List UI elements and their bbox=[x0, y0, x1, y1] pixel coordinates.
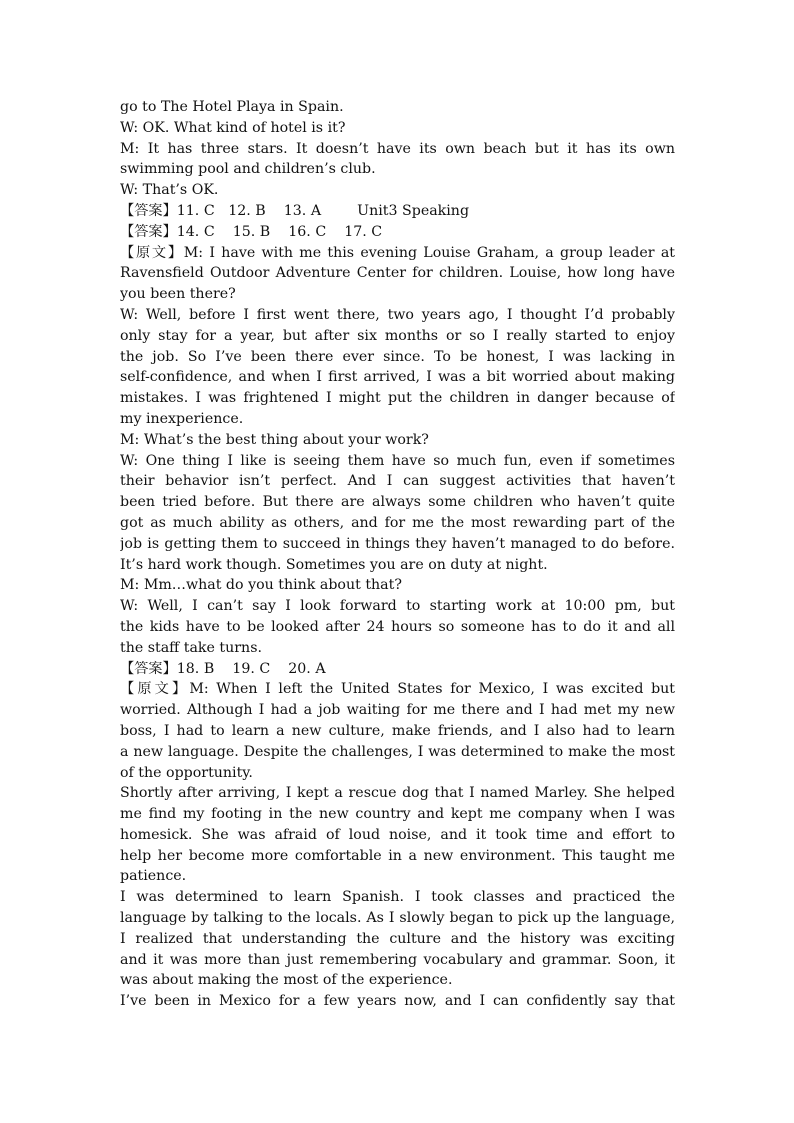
text-line: worried. Although I had a job waiting for me there and I had met my new bbox=[120, 702, 675, 719]
text-line: only stay for a year, but after six months or so I really started to enjoy bbox=[120, 327, 675, 344]
text-line: homesick. She was afraid of loud noise, and it took time and effort to bbox=[120, 826, 675, 843]
document-body bbox=[120, 97, 675, 1012]
text-line: my inexperience. bbox=[120, 410, 244, 427]
text-line: the kids have to be looked after 24 hours so someone has to do it and all bbox=[120, 618, 675, 635]
text-line: I’ve been in Mexico for a few years now, and I can confidently say that bbox=[120, 993, 675, 1010]
text-line: was about making the most of the experience. bbox=[120, 972, 453, 989]
text-line: M: Mm…what do you think about that? bbox=[120, 577, 402, 594]
text-line: been tried before. But there are always some children who haven’t quite bbox=[120, 494, 675, 511]
text-line: their behavior isn’t perfect. And I can suggest activities that haven’t bbox=[120, 473, 675, 490]
text-line: 【答案】11. C 12. B 13. A Unit3 Speaking bbox=[120, 202, 470, 219]
text-line: W: Well, before I first went there, two years ago, I thought I’d probably bbox=[120, 306, 675, 323]
text-line: the job. So I’ve been there ever since. To be honest, I was lacking in bbox=[120, 348, 675, 365]
text-line: help her become more comfortable in a new environment. This taught me bbox=[120, 847, 675, 864]
text-line: me find my footing in the new country and kept me company when I was bbox=[120, 806, 675, 823]
text-line: job is getting them to succeed in things they haven’t managed to do before. bbox=[120, 535, 675, 552]
text-line: swimming pool and children’s club. bbox=[120, 161, 376, 178]
text-line: go to The Hotel Playa in Spain. bbox=[120, 99, 344, 115]
text-line: It’s hard work though. Sometimes you are on duty at night. bbox=[120, 556, 548, 573]
text-line: got as much ability as others, and for me the most rewarding part of the bbox=[120, 514, 675, 531]
text-line: 【原文】M: I have with me this evening Louise Graham, a group leader at bbox=[120, 244, 675, 261]
text-line: W: Well, I can’t say I look forward to starting work at 10:00 pm, but bbox=[120, 598, 675, 615]
text-line: mistakes. I was frightened I might put the children in danger because of bbox=[120, 390, 675, 407]
text-line: boss, I had to learn a new culture, make friends, and I also had to learn bbox=[120, 722, 675, 739]
text-line: 【答案】18. B 19. C 20. A bbox=[120, 660, 326, 677]
text-line: Ravensfield Outdoor Adventure Center for children. Louise, how long have bbox=[120, 265, 675, 282]
text-line: I realized that understanding the culture and the history was exciting bbox=[120, 930, 675, 947]
text-line: patience. bbox=[120, 868, 187, 885]
text-line: self-confidence, and when I first arrived, I was a bit worried about making bbox=[120, 369, 675, 386]
text-line: a new language. Despite the challenges, I was determined to make the most bbox=[120, 743, 675, 760]
text-line: M: It has three stars. It doesn’t have its own beach but it has its own bbox=[120, 140, 675, 157]
text-line: of the opportunity. bbox=[120, 764, 253, 781]
text-line: the staff take turns. bbox=[120, 639, 262, 656]
text-line: you been there? bbox=[120, 286, 236, 303]
text-line: W: That’s OK. bbox=[120, 182, 219, 199]
text-line: M: What’s the best thing about your work? bbox=[120, 431, 429, 448]
text-line: Shortly after arriving, I kept a rescue dog that I named Marley. She helped bbox=[120, 785, 675, 802]
text-line: and it was more than just remembering vocabulary and grammar. Soon, it bbox=[120, 951, 675, 968]
text-line: I was determined to learn Spanish. I took classes and practiced the bbox=[120, 889, 675, 906]
text-line: 【原文】M: When I left the United States for Mexico, I was excited but bbox=[120, 681, 675, 698]
text-line: 【答案】14. C 15. B 16. C 17. C bbox=[120, 223, 383, 240]
text-line: language by talking to the locals. As I slowly began to pick up the language, bbox=[120, 910, 675, 927]
text-line: W: OK. What kind of hotel is it? bbox=[120, 119, 346, 136]
text-line: W: One thing I like is seeing them have so much fun, even if sometimes bbox=[120, 452, 675, 469]
